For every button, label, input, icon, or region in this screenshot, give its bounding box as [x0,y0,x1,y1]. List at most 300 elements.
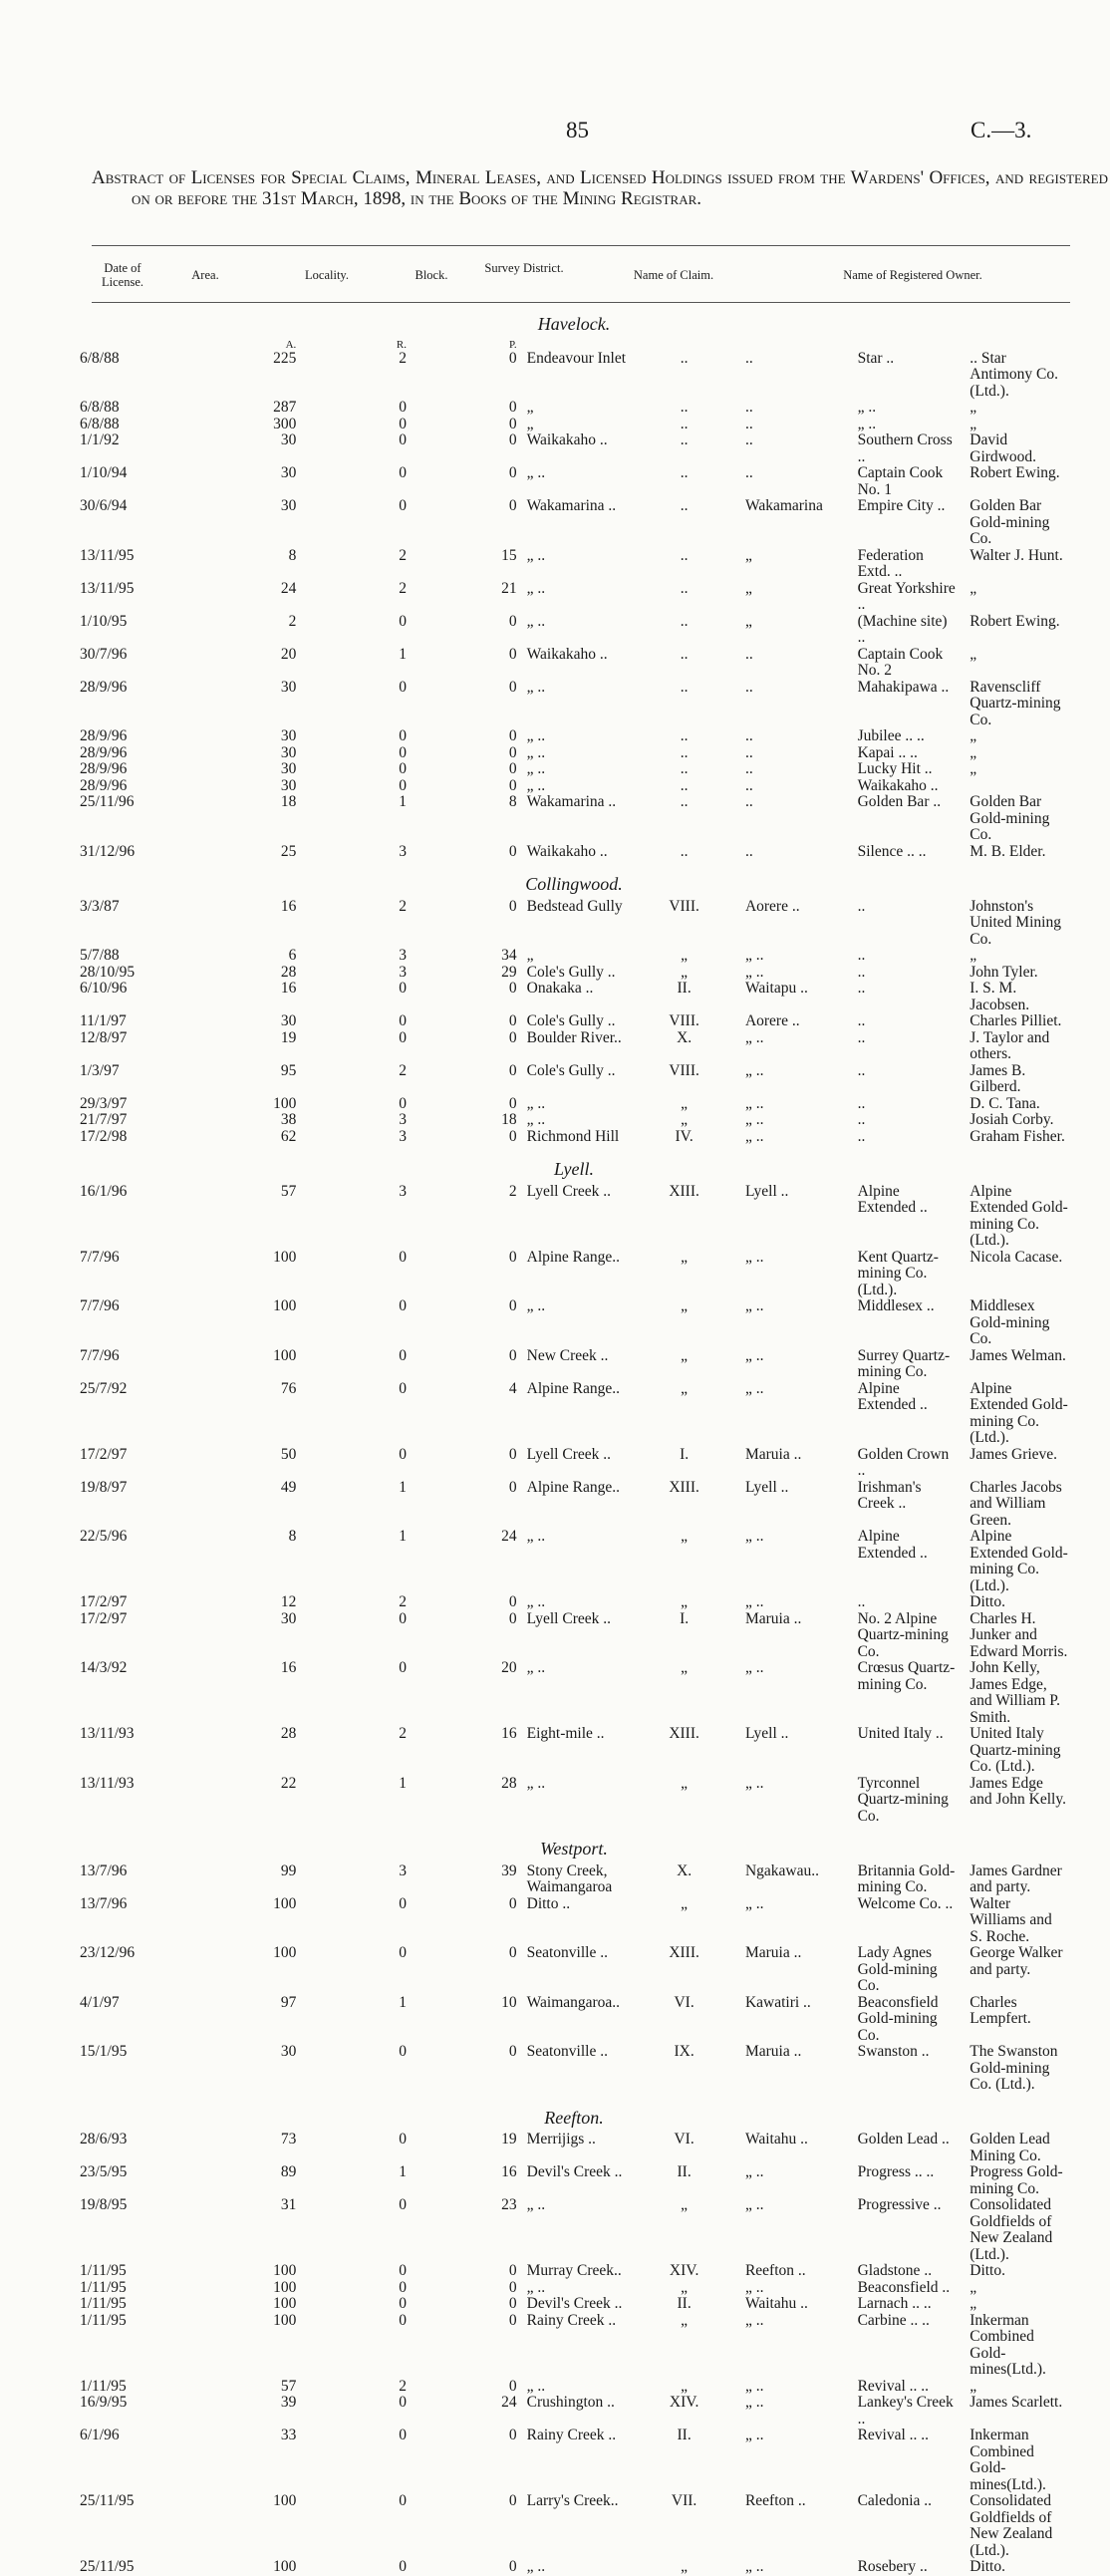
header-top-rule [92,245,1070,246]
claim-name-cell: Kent Quartz-mining Co. (Ltd.). [857,1249,939,1298]
area-perches-cell: 21 [501,580,517,597]
block-cell: II. [677,981,692,997]
area-roods-cell: 0 [399,2312,407,2329]
claim-name-cell: Lankey's Creek .. [857,2395,954,2428]
date-cell: 23/5/95 [80,2164,128,2180]
survey-district-cell: .. [744,843,753,860]
area-perches-cell: 0 [508,1610,517,1627]
locality-cell: „ .. [526,679,546,696]
area-perches-cell: 0 [508,1095,517,1112]
area-acres-cell: 8 [288,1529,297,1545]
area-perches-cell: 39 [501,1862,517,1879]
survey-district-cell: „ .. [744,2428,764,2443]
claim-name-cell: Empire City .. [857,498,946,514]
owner-name-cell: Alpine Extended Gold-mining Co. (Ltd.). [970,1529,1068,1594]
survey-district-cell: .. [744,794,753,810]
owner-name-cell: James Welman. [970,1347,1066,1364]
claim-name-cell: Caledonia .. [857,2493,933,2509]
locality-cell: „ [526,948,534,964]
claim-name-cell: .. [857,1029,866,1046]
table-row [78,581,1070,614]
survey-district-cell: .. [744,728,753,744]
owner-name-cell: „ [970,744,977,761]
owner-name-cell: Robert Ewing. [970,465,1060,481]
table-row [78,2493,1070,2559]
area-perches-cell: 0 [508,744,517,761]
block-cell: XIII. [669,1479,699,1496]
area-perches-cell: 8 [508,794,517,810]
owner-name-cell: James Gardner and party. [970,1862,1062,1895]
section-heading-row [78,2106,1070,2133]
owner-name-cell: Graham Fisher. [970,1128,1065,1145]
date-cell: 17/2/97 [80,1446,128,1463]
owner-name-cell: John Tyler. [970,964,1038,981]
area-acres-cell: 100 [273,2493,297,2509]
table-row [78,948,1070,965]
locality-cell: Rainy Creek .. [526,2312,617,2329]
section-heading-row [78,1157,1070,1184]
survey-district-cell: Maruia .. [744,1610,802,1627]
section-heading-row [78,312,1070,339]
area-perches-cell: 19 [501,2132,517,2147]
block-cell: .. [680,843,689,860]
block-cell: „ [681,1895,689,1912]
area-acres-cell: 100 [273,2279,297,2296]
table-row [78,417,1070,433]
area-acres-cell: 76 [280,1380,297,1397]
area-roods-cell: 0 [399,1380,407,1397]
date-cell: 28/9/96 [80,761,128,777]
claim-name-cell: Gladstone .. [857,2263,933,2279]
block-cell: „ [681,1594,689,1610]
claim-name-cell: Alpine Extended .. [857,1183,928,1216]
locality-cell: „ .. [526,1660,546,1676]
area-roods-cell: 0 [399,1660,407,1676]
owner-name-cell: Walter Williams and S. Roche. [970,1895,1052,1945]
claim-name-cell: No. 2 Alpine Quartz-mining Co. [857,1610,949,1660]
date-cell: 28/10/95 [80,964,136,981]
area-acres-cell: 6 [288,948,297,964]
area-roods-cell: 2 [399,1726,407,1742]
date-cell: 21/7/97 [80,1112,128,1128]
area-perches-cell: 16 [501,1726,517,1742]
area-perches-cell: 0 [508,1029,517,1046]
date-cell: 1/11/95 [80,2263,127,2279]
block-cell: .. [680,744,689,761]
area-roods-cell: 2 [399,580,407,597]
locality-cell: Seatonville .. [526,1945,608,1961]
date-cell: 25/11/95 [80,2559,135,2575]
area-perches-cell: 0 [508,2378,517,2395]
block-cell: II. [677,2296,692,2312]
area-roods-cell: 0 [399,2428,407,2443]
area-acres-cell: 12 [280,1594,297,1610]
locality-cell: Lyell Creek .. [526,1446,611,1463]
area-roods-cell: 0 [399,728,407,744]
claim-name-cell: Crœsus Quartz-mining Co. [857,1660,956,1693]
area-acres-cell: 24 [280,580,297,597]
claim-name-cell: .. [857,1594,866,1610]
area-roods-cell: 0 [399,2197,407,2213]
area-acres-cell: 30 [280,498,297,514]
locality-cell: Onakaka .. [526,981,594,997]
area-acres-cell: 100 [273,2296,297,2312]
survey-district-cell: „ .. [744,2197,764,2213]
locality-cell: Waikakaho .. [526,843,608,860]
locality-cell: Devil's Creek .. [526,2296,623,2312]
claim-name-cell: Irishman's Creek .. [857,1479,922,1512]
area-perches-cell: 0 [508,1128,517,1145]
block-cell: „ [681,1298,689,1314]
area-acres-cell: 95 [280,1062,297,1079]
claim-name-cell: Britannia Gold-mining Co. [857,1862,956,1895]
block-cell: XIII. [669,1945,699,1961]
claim-name-cell: Alpine Extended .. [857,1380,928,1413]
date-cell: 7/7/96 [80,1249,120,1266]
locality-cell: Cole's Gully .. [526,1062,616,1079]
page-header [0,118,1110,147]
area-perches-cell: 24 [501,1529,517,1545]
area-roods-cell: 0 [399,1029,407,1046]
locality-cell: Murray Creek.. [526,2263,622,2279]
area-acres-cell: 97 [280,1994,297,2011]
date-cell: 16/1/96 [80,1183,128,1200]
claim-name-cell: Rosebery .. [857,2559,928,2575]
date-cell: 22/5/96 [80,1529,128,1545]
area-acres-cell: 99 [280,1862,297,1879]
header-bottom-rule [92,302,1070,303]
page-title: Abstract of Licenses for Special Claims, Mineral Leases, and Licensed Holdings issued from the Wardens' Offices, and registered on or before the 31st March, 1898, in the Books of the Mining Registrar. [92,167,1108,209]
section-heading: Lyell. [554,1159,594,1179]
block-cell: .. [680,400,689,416]
block-cell: .. [680,777,689,794]
block-cell: .. [680,432,689,448]
area-acres-cell: 287 [273,400,297,416]
area-perches-cell: 0 [508,432,517,448]
area-acres-cell: 30 [280,761,297,777]
owner-name-cell: James Edge and John Kelly. [970,1775,1066,1808]
claim-name-cell: Golden Bar .. [857,794,942,810]
owner-name-cell: Charles Lempfert. [970,1994,1031,2027]
area-roods-cell: 0 [399,2132,407,2147]
area-roods-cell: 0 [399,2044,407,2060]
area-acres-cell: 100 [273,1945,297,1961]
area-perches-cell: 0 [508,1594,517,1610]
area-perches-cell: 0 [508,2312,517,2329]
locality-cell: Eight-mile .. [526,1726,605,1742]
area-acres-cell: 89 [280,2164,297,2180]
claim-name-cell: Revival .. .. [857,2428,930,2443]
area-acres-cell: 30 [280,465,297,481]
date-cell: 28/9/96 [80,679,128,696]
area-roods-cell: 0 [399,1895,407,1912]
area-perches-cell: 0 [508,2279,517,2296]
date-cell: 3/3/87 [80,898,120,915]
survey-district-cell: Waitahu .. [744,2132,808,2147]
owner-name-cell: Charles Pilliet. [970,1013,1062,1029]
area-perches-cell: 0 [508,728,517,744]
area-roods-cell: 0 [399,1095,407,1112]
locality-cell: Bedstead Gully [526,898,623,915]
area-roods-cell: 2 [399,1594,407,1610]
area-roods-cell: 1 [399,1994,407,2011]
area-perches-cell: 0 [508,843,517,860]
area-roods-cell: 3 [399,1862,407,1879]
area-perches-cell: 29 [501,964,517,981]
date-cell: 14/3/92 [80,1660,128,1676]
claim-name-cell: Carbine .. .. [857,2312,930,2329]
claim-name-cell: .. [857,948,866,964]
survey-district-cell: „ .. [744,964,764,981]
area-perches-cell: 0 [508,350,517,367]
area-roods-cell: 0 [399,2279,407,2296]
block-cell: VII. [671,2493,697,2509]
area-acres-cell: 16 [280,1660,297,1676]
table-row [78,981,1070,1013]
date-cell: 6/10/96 [80,981,128,997]
area-perches-cell: 0 [508,498,517,514]
table-row [78,1381,1070,1447]
block-cell: VIII. [669,898,699,915]
area-acres-cell: 2 [288,613,297,630]
area-perches-cell: 0 [508,2296,517,2312]
area-roods-cell: 0 [399,2296,407,2312]
area-roods-cell: 1 [399,2164,407,2180]
area-acres-cell: 300 [273,416,297,432]
date-cell: 1/11/95 [80,2296,127,2312]
area-perches-cell: 0 [508,2559,517,2575]
area-perches-cell: 0 [508,646,517,663]
area-roods-cell: 0 [399,2493,407,2509]
area-unit-label: R. [396,338,407,351]
area-roods-cell: 2 [399,547,407,564]
date-cell: 1/3/97 [80,1062,120,1079]
claim-name-cell: .. [857,1128,866,1145]
owner-name-cell: Progress Gold-mining Co. [970,2164,1063,2197]
block-cell: X. [677,1029,693,1046]
area-roods-cell: 3 [399,964,407,981]
owner-name-cell: George Walker and party. [970,1945,1063,1978]
date-cell: 29/3/97 [80,1095,128,1112]
block-cell: „ [681,948,689,964]
survey-district-cell: Wakamarina [744,498,823,514]
table-row [78,2379,1070,2396]
survey-district-cell: .. [744,432,753,448]
table-row [78,2164,1070,2197]
date-cell: 1/1/92 [80,432,120,448]
area-roods-cell: 1 [399,794,407,810]
claim-name-cell: Progressive .. [857,2197,942,2213]
survey-district-cell: „ .. [744,2559,764,2575]
gap-cell [78,1145,1070,1157]
block-cell: .. [680,761,689,777]
block-cell: „ [681,2378,689,2395]
owner-name-cell: Alpine Extended Gold-mining Co. (Ltd.). [970,1183,1068,1249]
survey-district-cell: .. [744,777,753,794]
claim-name-cell: Progress .. .. [857,2164,935,2180]
block-cell: IX. [674,2044,694,2060]
section-heading: Westport. [540,1839,608,1859]
column-header-block: Block. [415,268,448,282]
survey-district-cell: Lyell .. [744,1183,789,1200]
locality-cell: Waikakaho .. [526,646,608,663]
table-row [78,2296,1070,2313]
table-row [78,1529,1070,1594]
survey-district-cell: „ .. [744,2312,764,2329]
table-row [78,2263,1070,2280]
column-header-claim: Name of Claim. [633,268,714,282]
block-cell: „ [681,1249,689,1266]
area-roods-cell: 0 [399,416,407,432]
page-number: 85 [566,118,589,143]
area-acres-cell: 33 [280,2428,297,2443]
survey-district-cell: „ .. [744,1298,764,1314]
area-perches-cell: 2 [508,1183,517,1200]
owner-name-cell: „ [970,2296,977,2312]
area-roods-cell: 0 [399,465,407,481]
claim-name-cell: .. [857,1112,866,1128]
area-acres-cell: 38 [280,1112,297,1128]
block-cell: „ [681,1529,689,1545]
table-row [78,351,1070,401]
area-acres-cell: 39 [280,2395,297,2411]
claim-name-cell: Jubilee .. .. [857,728,925,744]
table-row [78,1013,1070,1030]
claim-name-cell: Star .. [857,350,895,367]
area-perches-cell: 0 [508,416,517,432]
owner-name-cell: „ [970,761,977,777]
locality-cell: „ .. [526,2197,546,2213]
claim-name-cell: .. [857,964,866,981]
area-roods-cell: 0 [399,1249,407,1266]
area-acres-cell: 31 [280,2197,297,2213]
locality-cell: New Creek .. [526,1347,609,1364]
gap-cell [78,1825,1070,1837]
column-header-owner: Name of Registered Owner. [843,268,982,282]
table-row [78,1611,1070,1661]
survey-district-cell: .. [744,465,753,481]
owner-name-cell: United Italy Quartz-mining Co. (Ltd.). [970,1726,1061,1775]
block-cell: .. [680,350,689,367]
area-perches-cell: 16 [501,2164,517,2180]
area-perches-cell: 0 [508,1479,517,1496]
table-row [78,1112,1070,1129]
date-cell: 15/1/95 [80,2044,128,2060]
table-row [78,614,1070,647]
date-cell: 1/11/95 [80,2378,127,2395]
locality-cell: Seatonville .. [526,2044,608,2060]
block-cell: VI. [674,2132,694,2147]
claim-name-cell: (Machine site) .. [857,613,948,646]
locality-cell: „ .. [526,1298,546,1314]
area-roods-cell: 0 [399,761,407,777]
owner-name-cell: Inkerman Combined Gold-mines(Ltd.). [970,2428,1046,2493]
section-gap [78,2094,1070,2106]
claim-name-cell: .. [857,981,866,997]
survey-district-cell: Waitapu .. [744,981,808,997]
locality-cell: „ .. [526,465,546,481]
claim-name-cell: Mahakipawa .. [857,679,950,696]
block-cell: XIII. [669,1183,699,1200]
area-perches-cell: 0 [508,777,517,794]
survey-district-cell: „ .. [744,2279,764,2296]
area-acres-cell: 30 [280,728,297,744]
area-roods-cell: 0 [399,432,407,448]
block-cell: XIII. [669,1726,699,1742]
claim-name-cell: „ .. [857,416,877,432]
survey-district-cell: „ [744,547,752,564]
area-perches-cell: 34 [501,948,517,964]
block-cell: „ [681,2197,689,2213]
owner-name-cell: Ditto. [970,1594,1005,1610]
date-cell: 13/11/95 [80,547,135,564]
owner-name-cell: Golden Bar Gold-mining Co. [970,498,1050,547]
area-roods-cell: 0 [399,777,407,794]
section-gap [78,860,1070,872]
area-roods-cell: 1 [399,1479,407,1496]
area-acres-cell: 57 [280,2378,297,2395]
block-cell: „ [681,1112,689,1128]
area-roods-cell: 0 [399,1013,407,1029]
date-cell: 6/8/88 [80,400,120,416]
table-row [78,400,1070,417]
table-row [78,1896,1070,1946]
claim-name-cell: Silence .. .. [857,843,927,860]
area-roods-cell: 3 [399,1128,407,1145]
area-perches-cell: 0 [508,1013,517,1029]
owner-name-cell: „ [970,728,977,744]
block-cell: „ [681,1380,689,1397]
area-roods-cell: 0 [399,1446,407,1463]
survey-district-cell: .. [744,416,753,432]
survey-district-cell: „ [744,580,752,597]
locality-cell: Waimangaroa.. [526,1994,621,2011]
date-cell: 23/12/96 [80,1945,136,1961]
claim-name-cell: .. [857,1013,866,1029]
table-row [78,728,1070,745]
locality-cell: „ .. [526,761,546,777]
locality-cell: „ .. [526,2378,546,2395]
survey-district-cell: Lyell .. [744,1726,789,1742]
area-acres-cell: 100 [273,2559,297,2575]
table-row [78,1298,1070,1348]
owner-name-cell: Nicola Cacase. [970,1249,1063,1266]
claim-name-cell: Tyrconnel Quartz-mining Co. [857,1775,949,1825]
area-roods-cell: 1 [399,1529,407,1545]
table-row [78,745,1070,762]
owner-name-cell: Robert Ewing. [970,613,1060,630]
area-roods-cell: 0 [399,498,407,514]
locality-cell: Larry's Creek.. [526,2493,619,2509]
block-cell: .. [680,547,689,564]
area-roods-cell: 1 [399,646,407,663]
area-roods-cell: 0 [399,679,407,696]
table-row [78,432,1070,465]
locality-cell: „ .. [526,744,546,761]
locality-cell: Rainy Creek .. [526,2428,617,2443]
area-perches-cell: 0 [508,1446,517,1463]
owner-name-cell: Ditto. [970,2559,1005,2575]
survey-district-cell: Aorere .. [744,1013,800,1029]
block-cell: .. [680,646,689,663]
table-row [78,1480,1070,1530]
table-row [78,2428,1070,2493]
area-acres-cell: 30 [280,679,297,696]
owner-name-cell: James B. Gilberd. [970,1062,1026,1095]
locality-cell: Cole's Gully .. [526,1013,616,1029]
area-perches-cell: 0 [508,679,517,696]
table-row [78,465,1070,498]
